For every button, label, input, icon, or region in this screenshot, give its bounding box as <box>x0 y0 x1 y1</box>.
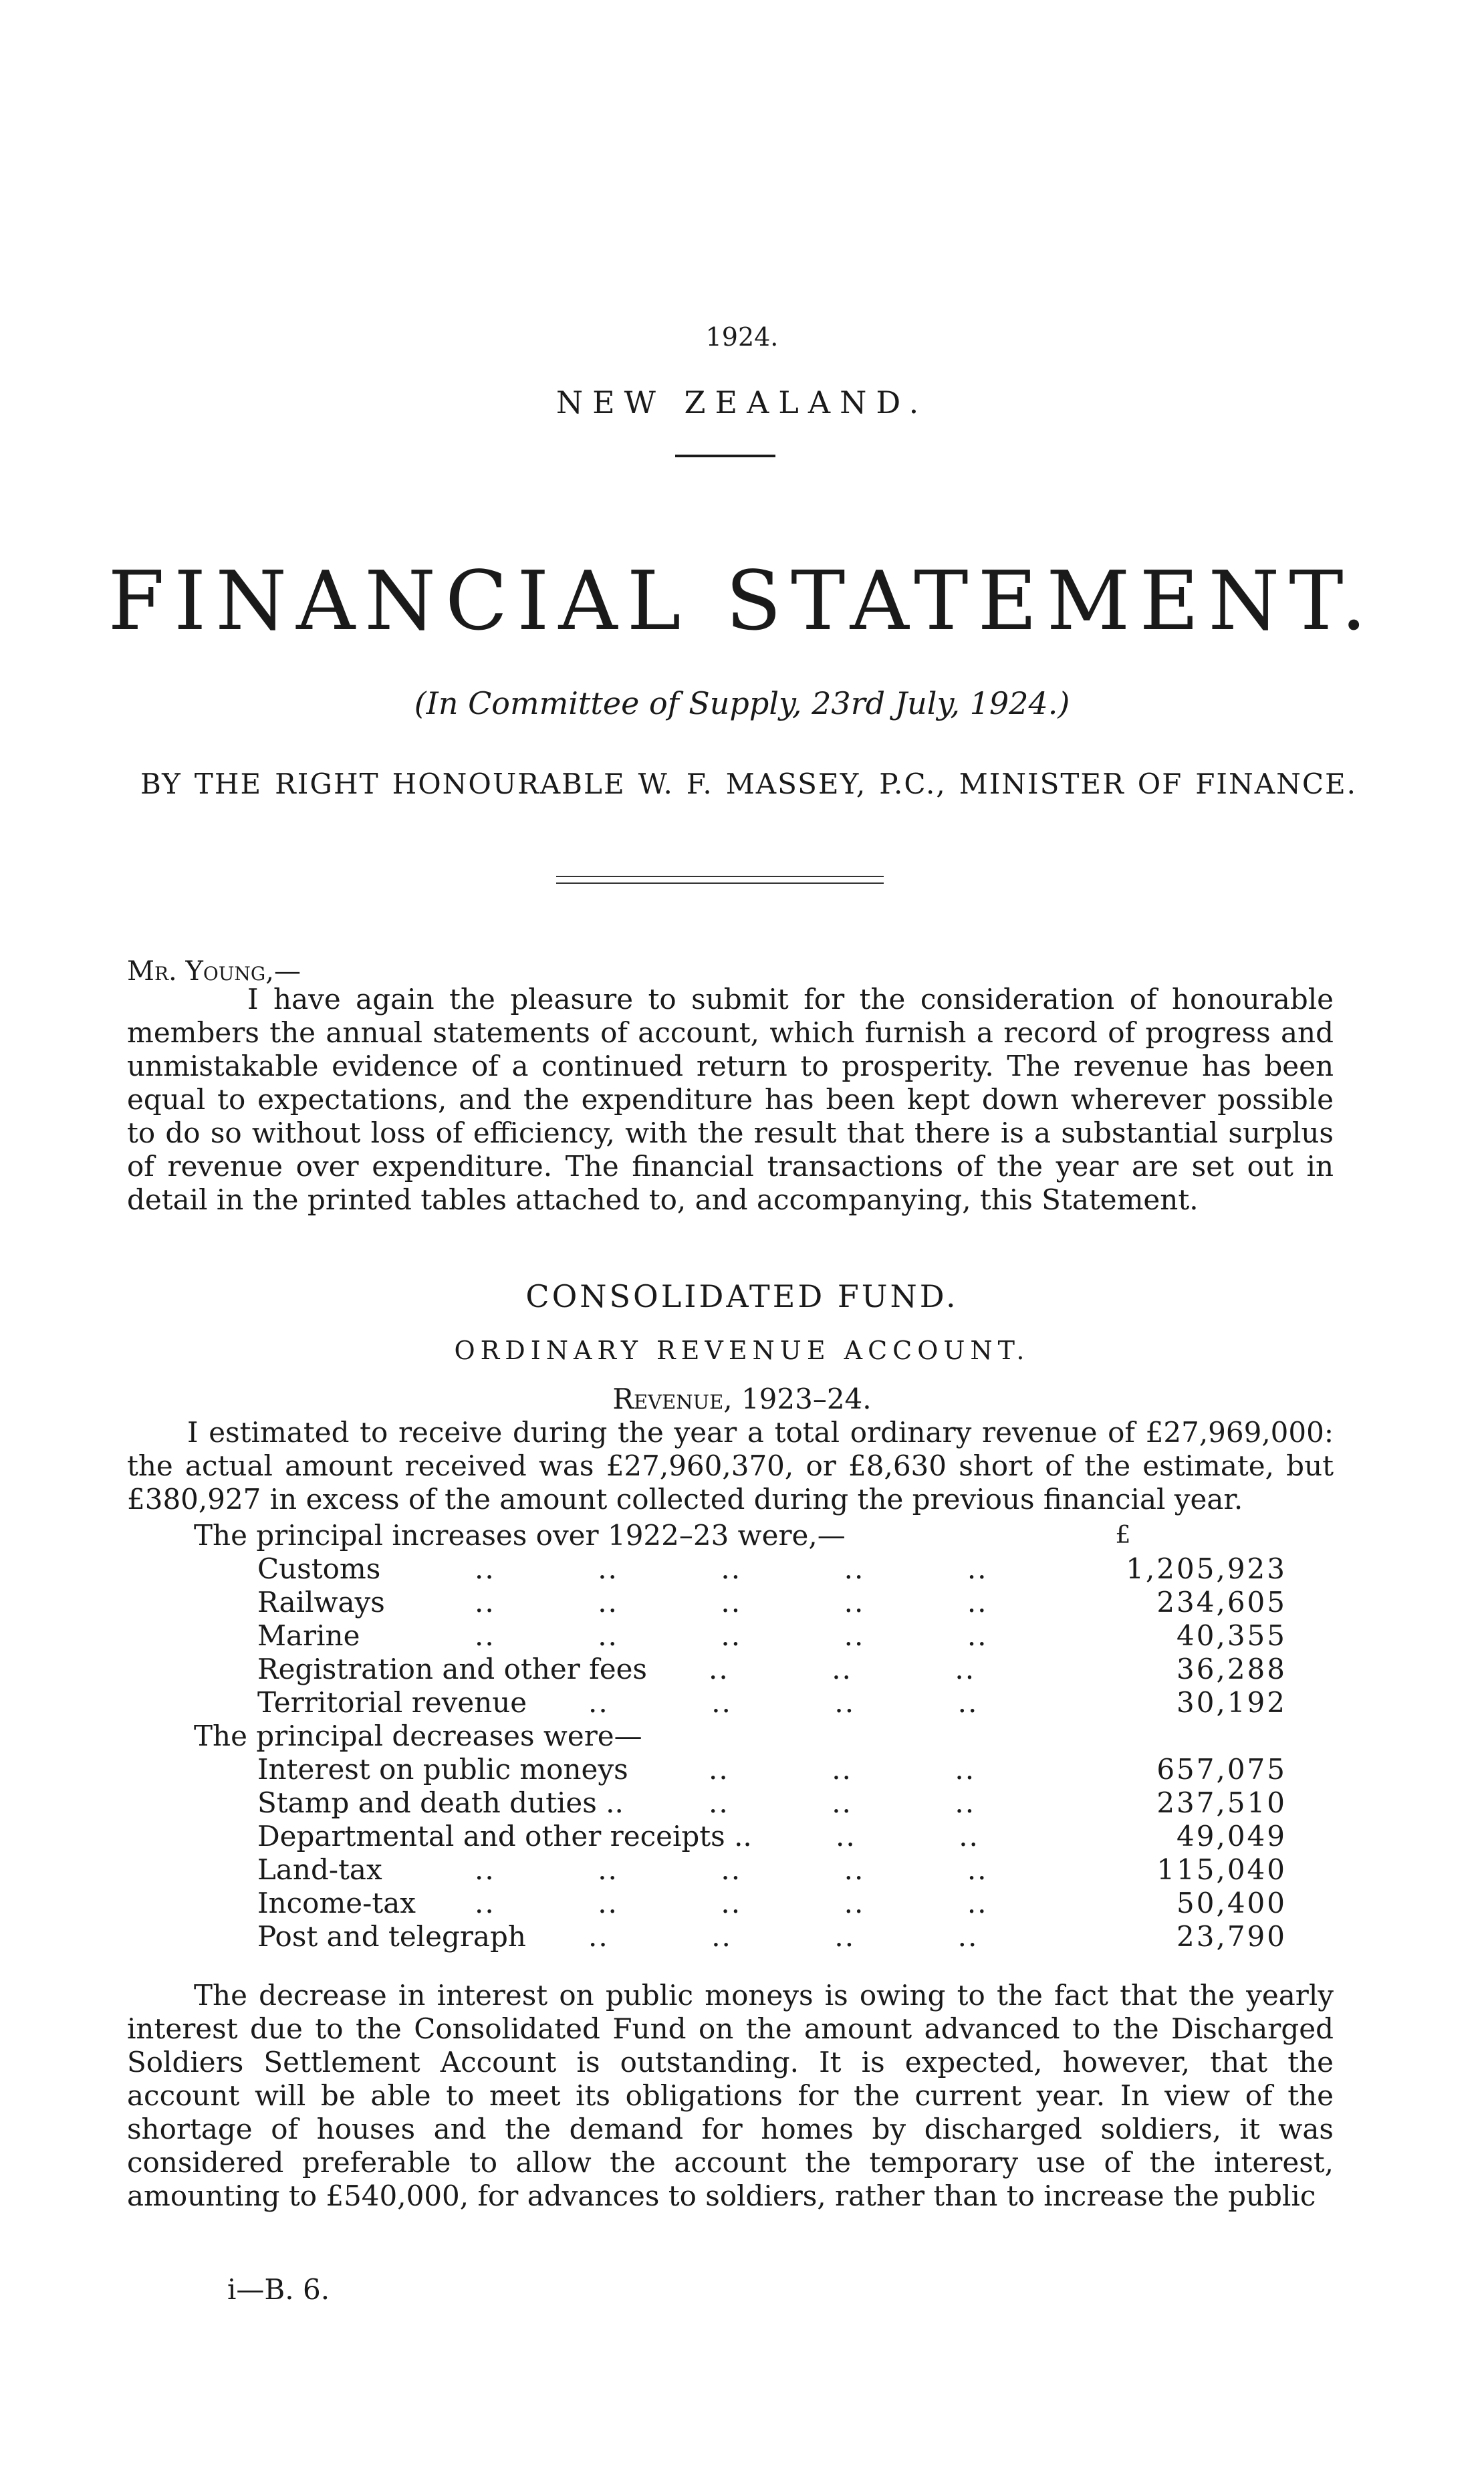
leader-dots: .. .. .. .. .. <box>475 1887 988 1919</box>
row-label: Departmental and other receipts .. <box>257 1820 752 1853</box>
decreases-intro-row <box>127 1720 1334 1753</box>
page-subtitle: (In Committee of Supply, 23rd July, 1924.) <box>414 685 1070 721</box>
leader-dots: .. .. .. .. .. <box>475 1853 988 1886</box>
row-label: Interest on public moneys <box>257 1753 628 1786</box>
row-label: Customs <box>257 1552 381 1585</box>
leader-dots: .. .. .. <box>709 1753 976 1786</box>
increases-intro: The principal increases over 1922–23 were,— <box>194 1519 846 1552</box>
table-row <box>127 1887 1334 1920</box>
leader-dots: .. .. <box>836 1820 979 1853</box>
row-label: Marine <box>257 1619 360 1652</box>
leader-dots: .. .. .. .. <box>588 1686 979 1719</box>
currency-symbol: £ <box>1115 1522 1131 1549</box>
country-heading: NEW ZEALAND. <box>555 384 929 421</box>
heading-consolidated-fund: CONSOLIDATED FUND. <box>525 1278 959 1314</box>
revenue-paragraph: I estimated to receive during the year a total ordinary revenue of £27,969,000: the actual amount received was £27,960,370, or £8,630 short of the estimate, but £380,927 in excess of the amount collected during the previous financial year. <box>127 1416 1334 1516</box>
row-value: 30,192 <box>1177 1686 1287 1719</box>
row-label: Stamp and death duties .. <box>257 1786 624 1819</box>
row-label: Territorial revenue <box>257 1686 527 1719</box>
leader-dots: .. .. .. .. .. <box>475 1619 988 1652</box>
page-title: FINANCIAL STATEMENT. <box>108 554 1376 648</box>
row-value: 40,355 <box>1177 1619 1287 1652</box>
short-rule <box>675 455 775 457</box>
leader-dots: .. .. .. .. .. <box>475 1552 988 1585</box>
row-value: 50,400 <box>1177 1887 1287 1919</box>
table-row <box>127 1686 1334 1720</box>
row-label: Registration and other fees <box>257 1653 647 1685</box>
row-value: 237,510 <box>1156 1786 1287 1819</box>
row-label: Post and telegraph <box>257 1920 526 1953</box>
table-row <box>127 1619 1334 1653</box>
heading-ordinary-revenue-account: ORDINARY REVENUE ACCOUNT. <box>454 1336 1030 1365</box>
row-value: 23,790 <box>1177 1920 1287 1953</box>
intro-paragraph: I have again the pleasure to submit for the consideration of honourable members the annual statements of account, which furnish a record of progress and unmistakable evidence of a continued return to prosperity. The revenue has been equal to expectations, and the expenditure has been kept down wherever possible to do so without loss of efficiency, with the result that there is a substantial surplus of revenue over expenditure. The financial transactions of the year are set out in detail in the printed tables attached to, and accompanying, this Statement. <box>127 983 1334 1216</box>
table-row <box>127 1586 1334 1619</box>
heading-revenue-year: Revenue, 1923–24. <box>612 1383 872 1415</box>
row-value: 234,605 <box>1156 1586 1287 1619</box>
row-label: Railways <box>257 1586 385 1619</box>
leader-dots: .. .. .. <box>709 1653 976 1685</box>
table-row <box>127 1653 1334 1686</box>
decreases-intro: The principal decreases were— <box>194 1720 642 1752</box>
closing-paragraph: The decrease in interest on public moneys is owing to the fact that the yearly interest due to the Consolidated Fund on the amount advanced to the Discharged Soldiers Settlement Account is outstanding. It is expected, however, that the account will be able to meet its obligations for the current year. In view of the shortage of houses and the demand for homes by discharged soldiers, it was considered preferable to allow the account the temporary use of the interest, amounting to £540,000, for advances to soldiers, rather than to increase the public <box>127 1979 1334 2212</box>
table-row <box>127 1853 1334 1887</box>
document-year: 1924. <box>705 322 779 352</box>
table-row <box>127 1920 1334 1953</box>
increases-intro-row <box>127 1519 1334 1552</box>
leader-dots: .. .. .. <box>709 1786 976 1819</box>
row-value: 49,049 <box>1177 1820 1287 1853</box>
leader-dots: .. .. .. .. .. <box>475 1586 988 1619</box>
row-value: 657,075 <box>1156 1753 1287 1786</box>
table-row <box>127 1552 1334 1586</box>
row-label: Land-tax <box>257 1853 382 1886</box>
page-footer-reference: i—B. 6. <box>227 2273 330 2306</box>
table-row <box>127 1820 1334 1853</box>
table-row <box>127 1786 1334 1820</box>
row-value: 1,205,923 <box>1126 1552 1287 1585</box>
byline: BY THE RIGHT HONOURABLE W. F. MASSEY, P.C., MINISTER OF FINANCE. <box>140 767 1357 800</box>
row-value: 36,288 <box>1177 1653 1287 1685</box>
table-row <box>127 1753 1334 1786</box>
double-rule <box>556 876 884 884</box>
leader-dots: .. .. .. .. <box>588 1920 979 1953</box>
salutation: Mr. Young,— <box>127 956 301 987</box>
row-label: Income-tax <box>257 1887 416 1919</box>
row-value: 115,040 <box>1156 1853 1287 1886</box>
